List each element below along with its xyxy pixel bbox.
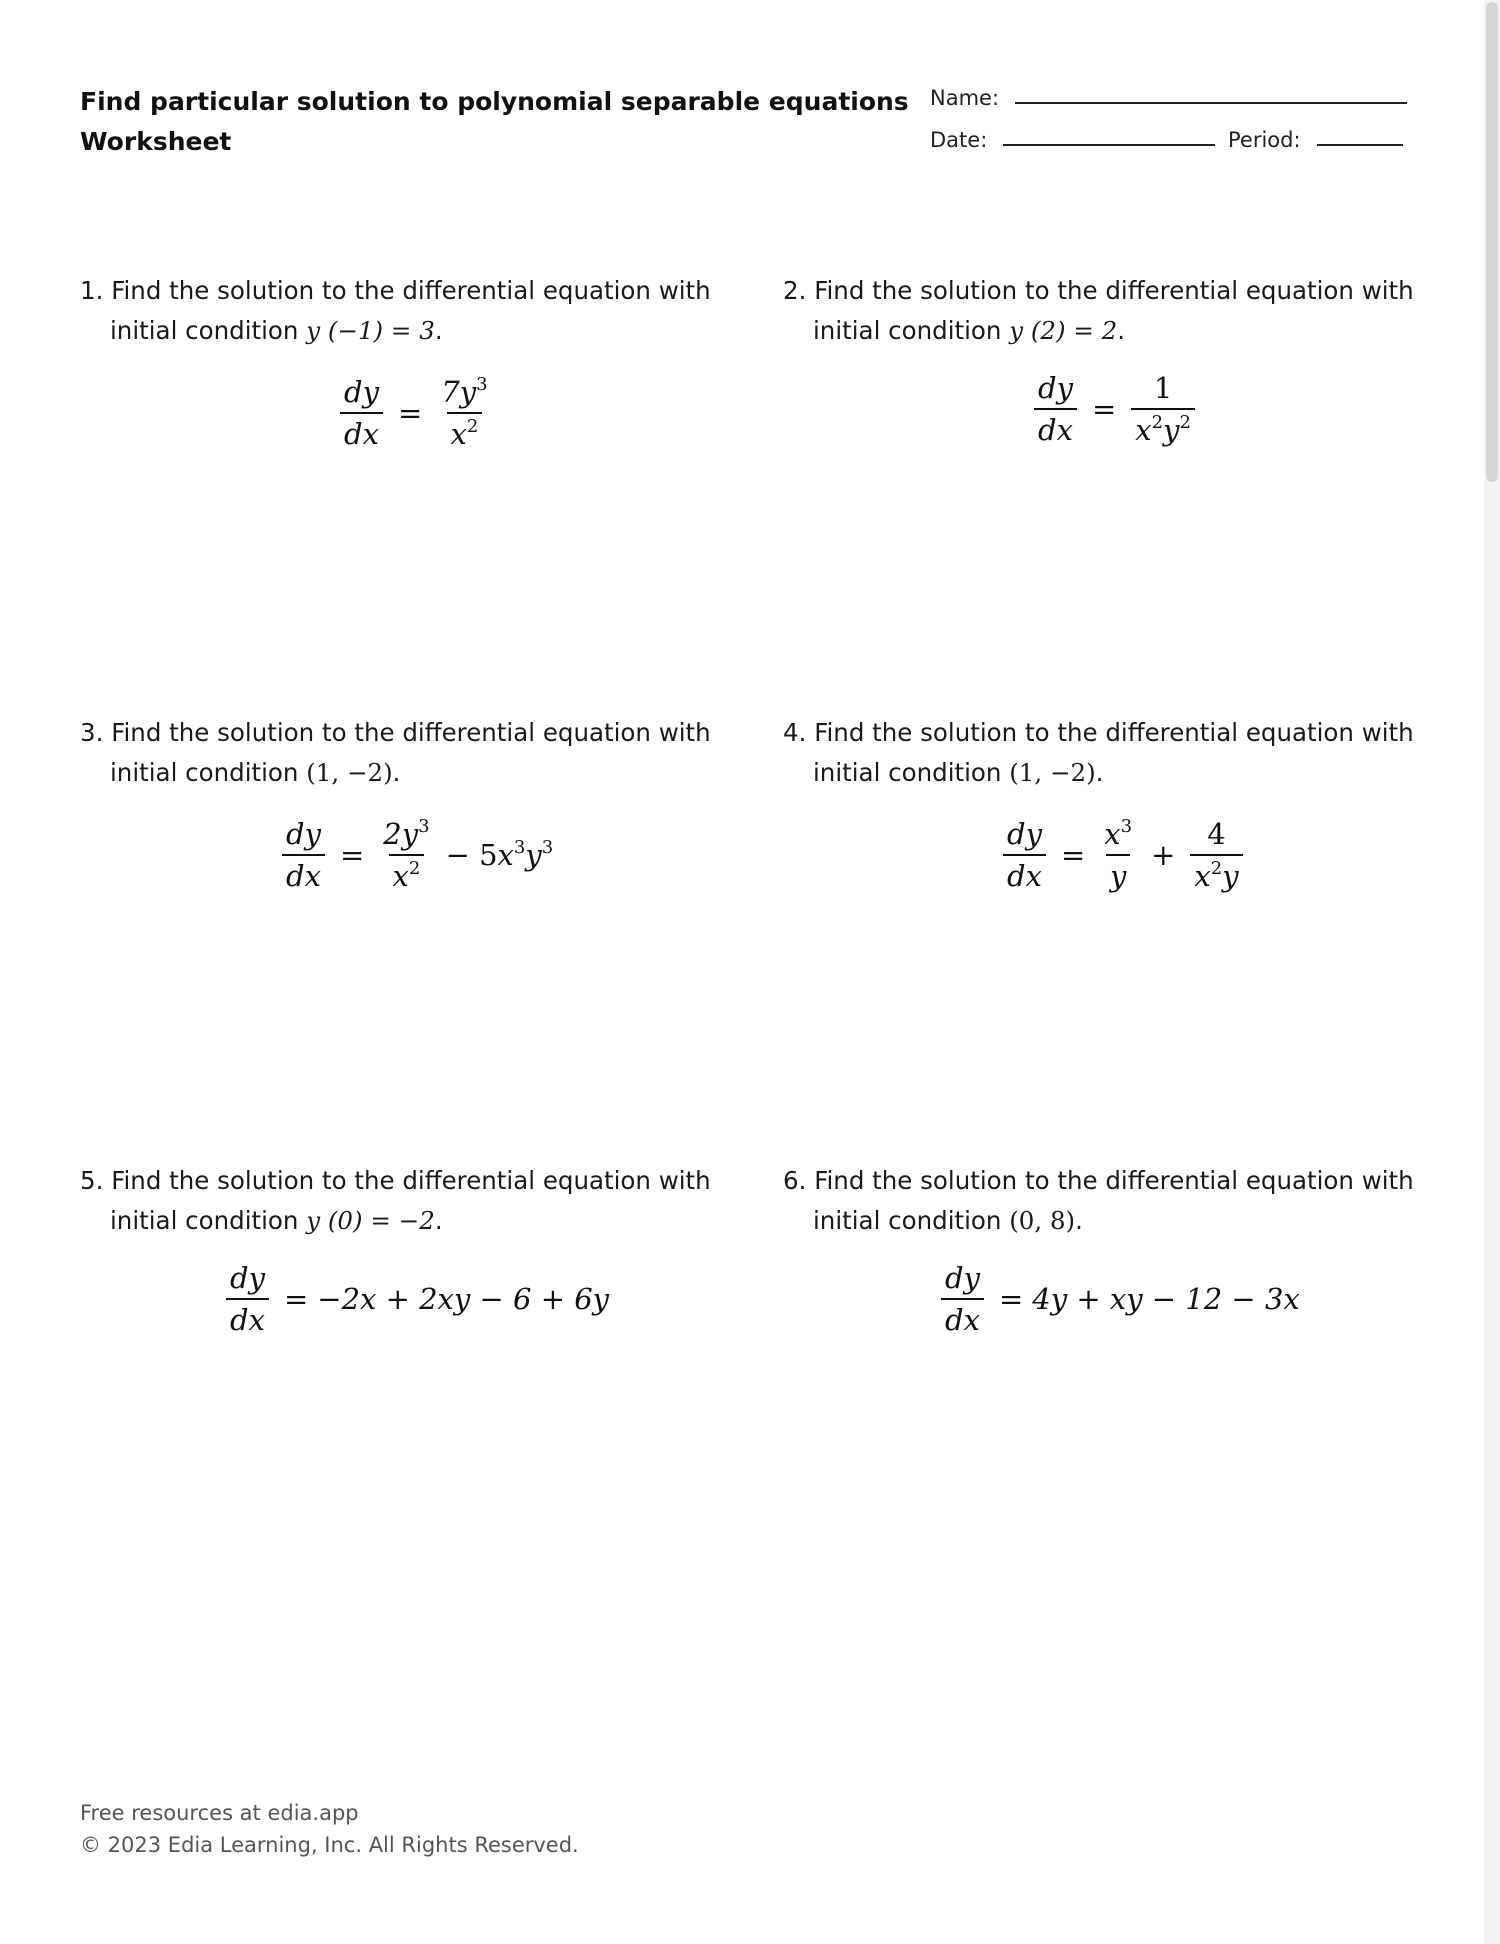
rhs-tail: − $5x^3y^3$ [445, 837, 554, 872]
equation-2: $\frac{dy}{dx}$ = $\frac{1}{x^2y^2}$ [1028, 371, 1201, 447]
equation-4: $\frac{dy}{dx}$ = $\frac{x^3}{y}$ + $\frac{4}{x^2y}$ [997, 817, 1249, 893]
worksheet-title [80, 82, 909, 162]
name-field[interactable] [930, 86, 1407, 110]
problem-4: 4. Find the solution to the differential equation with initial condition (1, −2). [783, 718, 1414, 787]
problem-number: 1. [80, 276, 104, 305]
period-label: Period: [1228, 128, 1301, 152]
date-label: Date: [930, 128, 988, 152]
derivative-fraction: $\frac{dy}{dx}$ [941, 1261, 984, 1337]
problem-prompt: Find the solution to the differential equation with initial condition [813, 276, 1414, 345]
problem-number: 3. [80, 718, 104, 747]
problem-prompt: Find the solution to the differential equation with initial condition [813, 1166, 1414, 1235]
scrollbar-thumb[interactable] [1486, 2, 1498, 482]
equation-3: $\frac{dy}{dx}$ = $\frac{2y^3}{x^2}$ − $5x^3y^3$ [276, 817, 553, 893]
name-label: Name: [930, 86, 1000, 110]
problem-prompt: Find the solution to the differential equation with initial condition [110, 1166, 711, 1235]
date-line[interactable] [1003, 144, 1215, 146]
problem-2: 2. Find the solution to the differential equation with initial condition y (2) = 2. [783, 276, 1414, 345]
rhs-fraction: $\frac{2y^3}{x^2}$ [383, 816, 430, 893]
derivative-fraction: $\frac{dy}{dx}$ [226, 1261, 269, 1337]
rhs-expression: −2x + 2xy − 6 + 6y [317, 1282, 610, 1316]
date-field[interactable] [930, 128, 1215, 152]
initial-condition: (1, −2) [306, 758, 393, 787]
rhs-expression: 4y + xy − 12 − 3x [1032, 1282, 1300, 1316]
problem-prompt: Find the solution to the differential equation with initial condition [110, 276, 711, 345]
problem-prompt: Find the solution to the differential equation with initial condition [813, 718, 1414, 787]
period-line[interactable] [1317, 144, 1403, 146]
rhs-fraction: $\frac{1}{x^2y^2}$ [1131, 371, 1195, 447]
rhs-fraction-2: $\frac{4}{x^2y}$ [1190, 817, 1242, 893]
vertical-scrollbar[interactable] [1484, 0, 1500, 1944]
derivative-fraction: $\frac{dy}{dx}$ [340, 375, 383, 451]
initial-condition: y (0) = −2 [306, 1206, 435, 1235]
problem-number: 4. [783, 718, 807, 747]
initial-condition: (0, 8) [1009, 1206, 1076, 1235]
problem-prompt: Find the solution to the differential equation with initial condition [110, 718, 711, 787]
title-line-1: Find particular solution to polynomial separable equations [80, 87, 909, 116]
footer-resources-link[interactable]: Free resources at edia.app [80, 1801, 359, 1825]
title-line-2: Worksheet [80, 127, 232, 156]
rhs-fraction-1: $\frac{x^3}{y}$ [1104, 816, 1133, 893]
problem-3: 3. Find the solution to the differential equation with initial condition (1, −2). [80, 718, 711, 787]
problem-5: 5. Find the solution to the differential equation with initial condition y (0) = −2. [80, 1166, 711, 1235]
equation-5: $\frac{dy}{dx}$ = −2x + 2xy − 6 + 6y [220, 1261, 609, 1337]
derivative-fraction: $\frac{dy}{dx}$ [1034, 371, 1077, 447]
name-line[interactable] [1015, 102, 1407, 104]
equation-6: $\frac{dy}{dx}$ = 4y + xy − 12 − 3x [935, 1261, 1300, 1337]
derivative-fraction: $\frac{dy}{dx}$ [1003, 817, 1046, 893]
equation-1: $\frac{dy}{dx}$ = $\frac{7y^3}{x^2}$ [334, 375, 498, 451]
initial-condition: y (2) = 2 [1009, 316, 1118, 345]
footer [80, 1797, 579, 1861]
initial-condition: (1, −2) [1009, 758, 1096, 787]
period-field[interactable] [1228, 128, 1403, 152]
rhs-fraction: $\frac{7y^3}{x^2}$ [441, 374, 488, 451]
derivative-fraction: $\frac{dy}{dx}$ [282, 817, 325, 893]
initial-condition: y (−1) = 3 [306, 316, 435, 345]
problem-number: 6. [783, 1166, 807, 1195]
problem-1: 1. Find the solution to the differential equation with initial condition y (−1) = 3. [80, 276, 711, 345]
problem-number: 2. [783, 276, 807, 305]
problem-number: 5. [80, 1166, 104, 1195]
problem-6: 6. Find the solution to the differential equation with initial condition (0, 8). [783, 1166, 1414, 1235]
footer-copyright: © 2023 Edia Learning, Inc. All Rights Reserved. [80, 1833, 579, 1857]
